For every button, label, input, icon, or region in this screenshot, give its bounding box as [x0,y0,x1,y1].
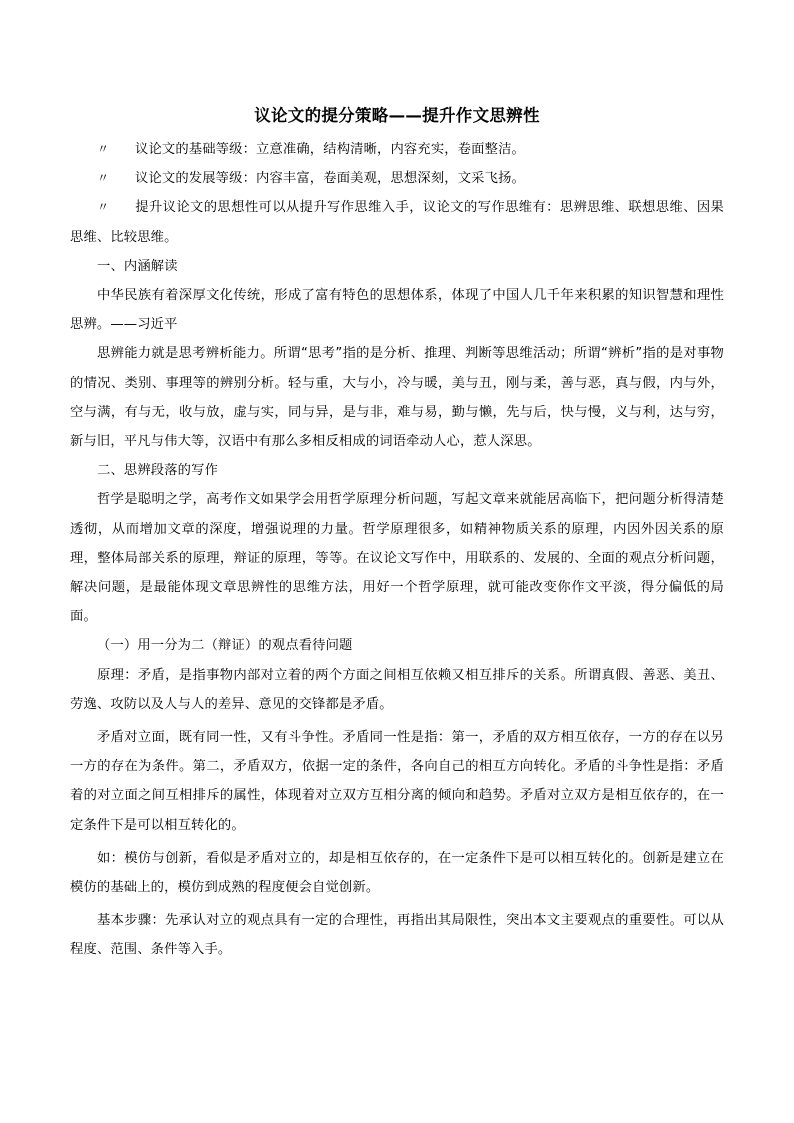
steps-paragraph: 基本步骤：先承认对立的观点具有一定的合理性，再指出其局限性，突出本文主要观点的重要性。可以从程度、范围、条件等入手。 [70,913,724,958]
bullet-text: 议论文的基础等级：立意准确，结构清晰，内容充实，卷面整洁。 [135,142,525,157]
definition-paragraph: 思辨能力就是思考辨析能力。所谓“思考”指的是分析、推理、判断等思维活动；所谓“辨析”指的是对事物的情况、类别、事理等的辨别分析。轻与重，大与小，冷与暖，美与丑，刚与柔，善与恶，真与假，内与外，空与满，有与无，收与放，虚与实，同与异，是与非，难与易，勤与懒，先与后，快与慢，义与利，达与穷，新与旧，平凡与伟大等，汉语中有那么多相反相成的词语牵动人心，惹人深思。 [70,346,724,450]
document-title: 议论文的提分策略——提升作文思辨性 [254,106,540,125]
section-heading-writing: 二、思辨段落的写作 [97,463,219,479]
section-heading-interpretation: 一、内涵解读 [97,258,178,274]
bullet-item-thinking [70,193,724,251]
contradiction-paragraph: 矛盾对立面，既有同一性，又有斗争性。矛盾同一性是指：第一，矛盾的双方相互依存，一方的存在以另一方的存在为条件。第二，矛盾双方，依据一定的条件，各向自己的相互方向转化。矛盾的斗争性是指：矛盾着的对立面之间互相排斥的属性，体现着对立双方互相分离的倾向和趋势。矛盾对立双方是相互依存的，在一定条件下是可以相互转化的。 [70,730,724,833]
philosophy-paragraph: 哲学是聪明之学，高考作文如果学会用哲学原理分析问题，写起文章来就能居高临下，把问题分析得清楚透彻，从而增加文章的深度，增强说理的力量。哲学原理很多，如精神物质关系的原理，内因外因关系的原理，整体局部关系的原理，辩证的原理，等等。在议论文写作中，用联系的、发展的、全面的观点分析问题，解决问题，是最能体现文章思辨性的思维方法，用好一个哲学原理，就可能改变你作文平淡，得分偏低的局面。 [70,492,724,625]
subsection-heading-dialectic: （一）用一分为二（辩证）的观点看待问题 [97,638,353,654]
principle-paragraph: 原理：矛盾，是指事物内部对立着的两个方面之间相互依赖又相互排斥的关系。所谓真假、善恶、美丑、劳逸、攻防以及人与人的差异、意见的交锋都是矛盾。 [70,667,724,712]
document-page [70,98,724,965]
bullet-mark-icon: 〃 [97,171,110,186]
bullet-item-basic-level [70,135,724,164]
quote-paragraph: 中华民族有着深厚文化传统，形成了富有特色的思想体系，体现了中国人几千年来积累的知识智慧和理性思辨。——习近平 [70,288,724,333]
bullet-text: 议论文的发展等级：内容丰富，卷面美观，思想深刻，文采飞扬。 [135,171,525,187]
bullet-mark-icon: 〃 [97,142,110,156]
example-paragraph: 如：模仿与创新，看似是矛盾对立的，却是相互依存的，在一定条件下是可以相互转化的。创新是建立在模仿的基础上的，模仿到成熟的程度便会自觉创新。 [70,850,724,896]
bullet-text: 提升议论文的思想性可以从提升写作思维入手，议论文的写作思维有：思辨思维、联想思维、因果思维、比较思维。 [70,200,724,245]
bullet-mark-icon: 〃 [97,200,110,215]
bullet-item-development-level [70,164,724,193]
